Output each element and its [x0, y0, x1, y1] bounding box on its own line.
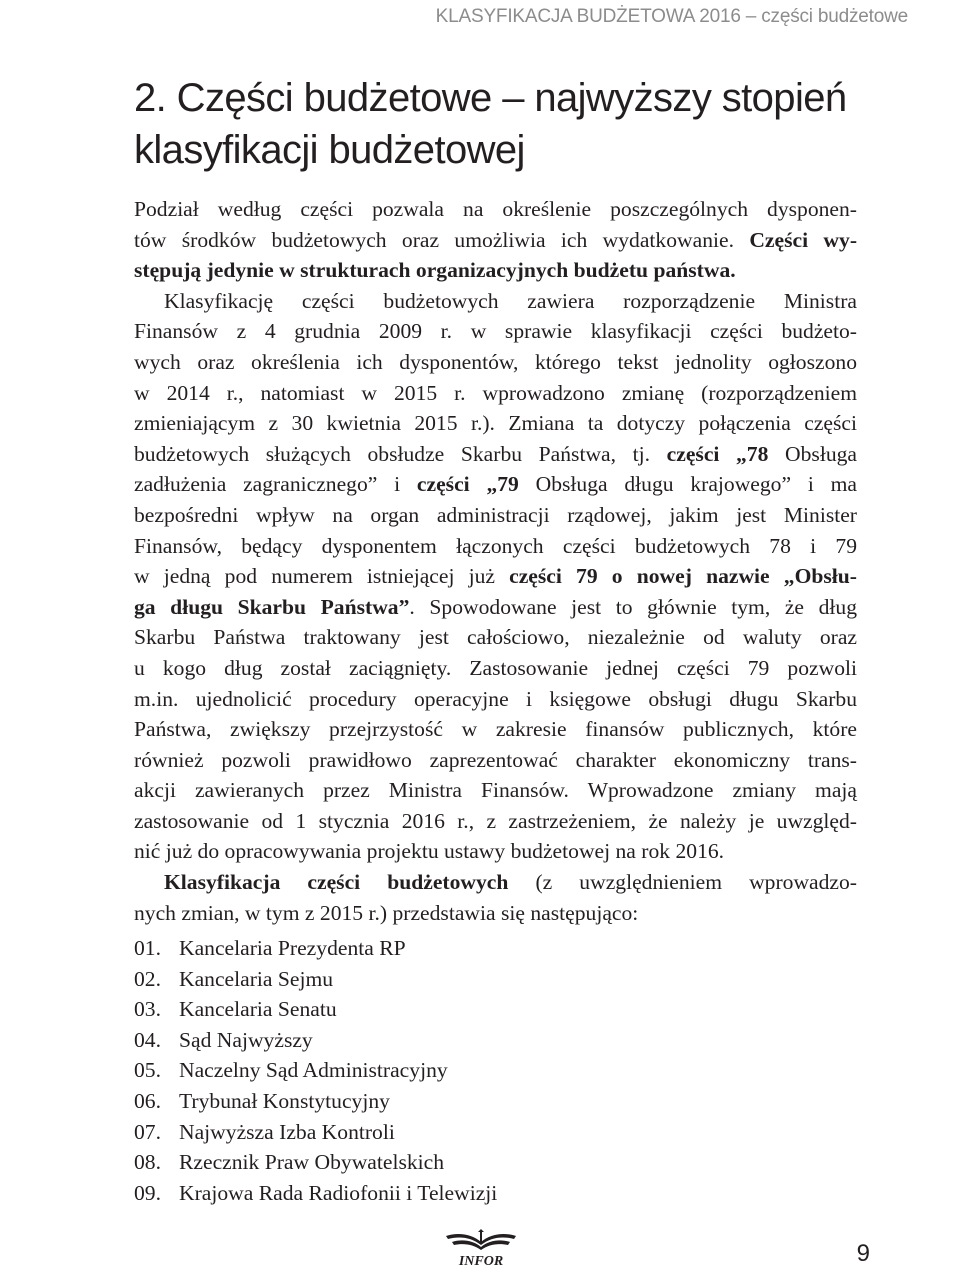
running-head: KLASYFIKACJA BUDŻETOWA 2016 – części budżetowe: [435, 6, 908, 27]
list-item: [134, 1086, 497, 1117]
section-title: [134, 72, 894, 176]
text-fragment: (z uwzględnieniem wprowadzo-: [508, 870, 858, 895]
text-line: [134, 347, 857, 378]
list-item-number: 01.: [134, 936, 161, 960]
list-item-number: 03.: [134, 997, 161, 1022]
list-item-label: Naczelny Sąd Administracyjny: [179, 1058, 448, 1083]
bold-text: części 79 o nowej nazwie „Obsłu-: [509, 564, 857, 589]
infor-logo-icon: [436, 1228, 526, 1273]
text-line: [134, 439, 857, 470]
list-item-number: 04.: [134, 1027, 161, 1052]
infor-logo-graphic: [436, 1228, 526, 1268]
list-item-number: 08.: [134, 1150, 161, 1175]
list-item: [134, 1117, 497, 1148]
list-item: [134, 964, 497, 995]
text-fragment: Skarbu Państwa traktowany jest całościowo, niezależnie od waluty oraz: [134, 625, 857, 650]
text-fragment: Finansów, będący dysponentem łączonych części budżetowych 78 i 79: [134, 533, 857, 558]
bold-text: części „78: [666, 441, 769, 466]
text-fragment: zadłużenia zagranicznego” i: [134, 472, 417, 497]
text-line: [134, 225, 857, 256]
text-line: [134, 622, 857, 653]
text-fragment: również pozwoli prawidłowo zaprezentować charakter ekonomiczny trans-: [134, 747, 857, 772]
list-item: [134, 1147, 497, 1178]
text-line: [134, 531, 857, 562]
list-item-label: Sąd Najwyższy: [179, 1027, 313, 1052]
text-fragment: Podział według części pozwala na określenie poszczególnych dysponen-: [134, 197, 857, 221]
text-line: [134, 561, 857, 592]
page-number: 9: [856, 1240, 870, 1267]
bold-text: ga długu Skarbu Państwa”: [134, 594, 410, 619]
list-item-label: Trybunał Konstytucyjny: [179, 1088, 390, 1113]
text-line: [134, 714, 857, 745]
text-line: [134, 653, 857, 684]
text-line: [134, 898, 857, 929]
text-fragment: Klasyfikację części budżetowych zawiera rozporządzenie Ministra: [164, 288, 857, 313]
bold-text: części „79: [416, 472, 519, 497]
text-fragment: nych zmian, w tym z 2015 r.) przedstawia się następująco:: [134, 900, 639, 925]
text-fragment: Obsługa długu krajowego” i ma: [518, 472, 858, 497]
text-fragment: nić już do opracowywania projektu ustawy budżetowej na rok 2016.: [134, 839, 725, 864]
text-fragment: budżetowych służących obsłudze Skarbu Państwa, tj.: [134, 441, 667, 466]
list-item: [134, 994, 497, 1025]
text-fragment: Finansów z 4 grudnia 2009 r. w sprawie klasyfikacji części budżeto-: [134, 319, 857, 344]
text-line: [134, 592, 857, 623]
text-fragment: w 2014 r., natomiast w 2015 r. wprowadzono zmianę (rozporządzeniem: [134, 380, 857, 405]
text-line: [134, 316, 857, 347]
text-fragment: tów środków budżetowych oraz umożliwia ich wydatkowanie.: [134, 227, 750, 252]
text-line: [134, 378, 857, 409]
budget-parts-list: [134, 933, 497, 1208]
list-item-number: 05.: [134, 1058, 161, 1083]
text-line: [134, 867, 857, 898]
list-item-number: 09.: [134, 1180, 161, 1205]
text-line: [134, 408, 857, 439]
text-fragment: w jedną pod numerem istniejącej już: [134, 564, 510, 589]
bold-text: Części wy-: [749, 227, 858, 252]
list-item-number: 02.: [134, 966, 161, 991]
list-item: [134, 933, 497, 964]
text-fragment: wych oraz określenia ich dysponentów, którego tekst jednolity ogłoszono: [134, 349, 857, 374]
list-item-label: Kancelaria Sejmu: [179, 966, 334, 991]
text-fragment: m.in. ujednolicić procedury operacyjne i księgowe obsługi długu Skarbu: [134, 686, 857, 711]
list-item-label: Krajowa Rada Radiofonii i Telewizji: [179, 1180, 498, 1205]
text-line: [134, 806, 857, 837]
text-line: [134, 500, 857, 531]
body-text: [134, 194, 857, 928]
text-line: [134, 836, 857, 867]
text-line: [134, 745, 857, 776]
list-item: [134, 1055, 497, 1086]
text-line: [134, 286, 857, 317]
text-line: [134, 255, 857, 286]
text-fragment: akcji zawieranych przez Ministra Finansów. Wprowadzone zmiany mają: [134, 778, 857, 803]
text-fragment: zmieniającym z 30 kwietnia 2015 r.). Zmiana ta dotyczy połączenia części: [134, 411, 857, 436]
list-item: [134, 1178, 497, 1209]
text-line: [134, 775, 857, 806]
text-line: [134, 194, 857, 225]
text-fragment: u kogo dług został zaciągnięty. Zastosowanie jednej części 79 pozwoli: [134, 655, 857, 680]
text-line: [134, 684, 857, 715]
bold-text: stępują jedynie w strukturach organizacyjnych budżetu państwa.: [134, 258, 736, 283]
text-fragment: Obsługa: [768, 441, 857, 466]
text-fragment: zastosowanie od 1 stycznia 2016 r., z zastrzeżeniem, że należy je uwzględ-: [134, 808, 857, 833]
text-fragment: . Spowodowane jest to głównie tym, że dług: [409, 594, 857, 619]
section-title-line-2: klasyfikacji budżetowej: [134, 128, 525, 172]
list-item-number: 07.: [134, 1119, 161, 1144]
list-item-label: Rzecznik Praw Obywatelskich: [179, 1150, 445, 1175]
text-fragment: bezpośredni wpływ na organ administracji rządowej, jakim jest Minister: [134, 502, 857, 527]
text-fragment: Państwa, zwiększy przejrzystość w zakresie finansów publicznych, które: [134, 717, 857, 742]
section-title-line-1: 2. Części budżetowe – najwyższy stopień: [134, 76, 847, 120]
list-item-label: Najwyższa Izba Kontroli: [179, 1119, 395, 1144]
list-item: [134, 1025, 497, 1056]
list-item-number: 06.: [134, 1088, 161, 1113]
text-line: [134, 469, 857, 500]
bold-text: Klasyfikacja części budżetowych: [164, 870, 509, 895]
list-item-label: Kancelaria Prezydenta RP: [179, 936, 406, 960]
logo-text: INFOR: [458, 1254, 504, 1268]
list-item-label: Kancelaria Senatu: [179, 997, 337, 1022]
